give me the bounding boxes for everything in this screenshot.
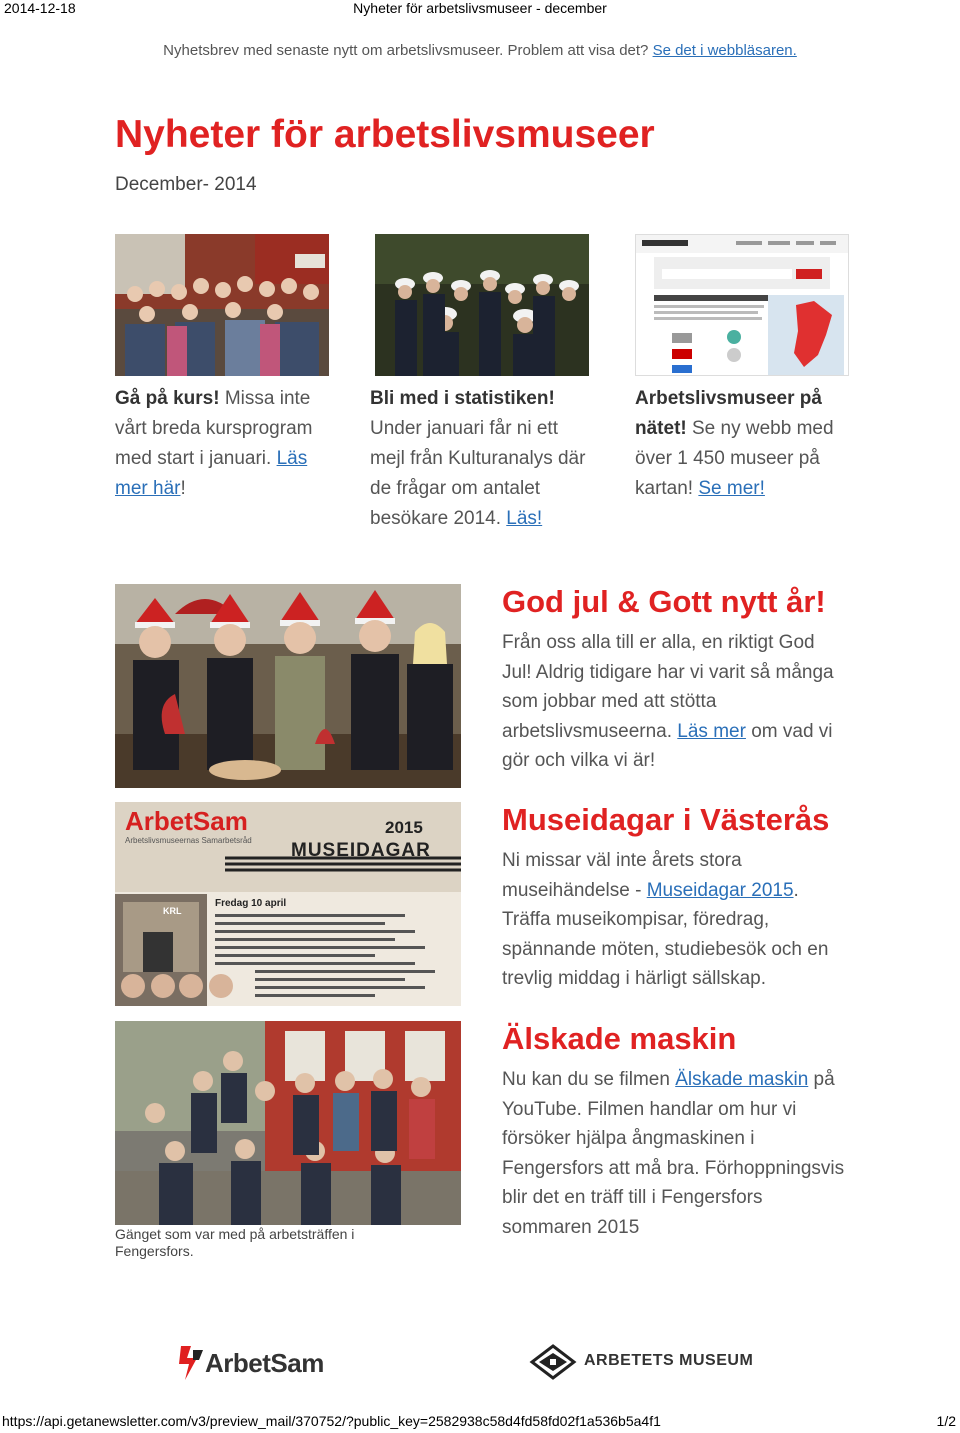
arbetsam-mark-icon bbox=[177, 1344, 205, 1382]
web-teaser bbox=[635, 384, 850, 504]
print-title: Nyheter för arbetslivsmuseer - december bbox=[353, 0, 607, 16]
statistics-read-link[interactable]: Läs! bbox=[506, 508, 543, 529]
alskade-maskin-body bbox=[502, 1065, 847, 1243]
web-teaser-text: Se ny webb med över 1 450 museer på kartan! bbox=[635, 418, 834, 499]
alskade-maskin-link[interactable]: Älskade maskin bbox=[675, 1069, 809, 1090]
christmas-body-suffix: om vad vi gör och vilka vi är! bbox=[502, 720, 833, 772]
course-teaser bbox=[115, 384, 335, 504]
newsletter-title: Nyheter för arbetslivsmuseer bbox=[115, 113, 655, 156]
newsletter-date: December- 2014 bbox=[115, 174, 257, 195]
poster-day: Fredag 10 april bbox=[215, 898, 287, 909]
arbetsam-logo[interactable] bbox=[177, 1342, 327, 1382]
museidagar-body-suffix: . Träffa museikompisar, föredrag, spännande möten, studiebesök och en trevlig middag i härligt sällskap. bbox=[502, 879, 829, 990]
arbetsam-logo-text: ArbetSam bbox=[205, 1348, 324, 1378]
statistics-teaser bbox=[370, 384, 595, 534]
course-read-more-link[interactable]: Läs mer här bbox=[115, 448, 308, 499]
statistics-visit-photo[interactable] bbox=[375, 234, 589, 376]
print-url: https://api.getanewsletter.com/v3/preview_mail/370752/?public_key=2582938c58d4fd58fd02f1a536b5a4f1 bbox=[2, 1413, 661, 1429]
course-teaser-text: Missa inte vårt breda kursprogram med start i januari. bbox=[115, 388, 313, 469]
poster-year: 2015 bbox=[385, 818, 423, 837]
poster-sign: KRL bbox=[163, 906, 182, 916]
preheader-text: Nyhetsbrev med senaste nytt om arbetslivsmuseer. Problem att visa det? bbox=[163, 42, 653, 59]
website-screenshot[interactable] bbox=[635, 234, 849, 376]
alskade-maskin-body-text: Nu kan du se filmen bbox=[502, 1069, 676, 1090]
christmas-read-more-link[interactable]: Läs mer bbox=[677, 720, 746, 742]
museidagar-body bbox=[502, 846, 847, 994]
poster-brand: ArbetSam bbox=[125, 806, 248, 836]
museidagar-poster[interactable] bbox=[115, 802, 461, 1006]
christmas-body bbox=[502, 628, 847, 776]
museidagar-2015-link[interactable]: Museidagar 2015 bbox=[646, 879, 794, 901]
course-teaser-suffix: ! bbox=[180, 478, 186, 499]
poster-title: MUSEIDAGAR bbox=[291, 840, 431, 861]
alskade-maskin-heading: Älskade maskin bbox=[502, 1021, 737, 1056]
fengersfors-group-photo[interactable] bbox=[115, 1021, 461, 1225]
statistics-teaser-heading: Bli med i statistiken! bbox=[370, 388, 555, 409]
view-in-browser-link[interactable]: Se det i webbläsaren. bbox=[652, 42, 797, 59]
web-teaser-heading: Arbetslivsmuseer på nätet! bbox=[635, 388, 822, 439]
christmas-heading: God jul & Gott nytt år! bbox=[502, 584, 826, 619]
christmas-team-photo[interactable] bbox=[115, 584, 461, 788]
course-teaser-heading: Gå på kurs! bbox=[115, 388, 220, 409]
photo-caption: Gänget som var med på arbetsträffen i Fengersfors. bbox=[115, 1226, 355, 1259]
arbetets-museum-mark-icon bbox=[528, 1344, 578, 1380]
museidagar-heading: Museidagar i Västerås bbox=[502, 802, 830, 837]
museidagar-body-text: Ni missar väl inte årets stora museihändelse - bbox=[502, 850, 742, 901]
alskade-maskin-body-suffix: på YouTube. Filmen handlar om hur vi försöker hjälpa ångmaskinen i Fengersfors att må bra. Förhoppningsvis blir det en träff till i Fengersfors sommaren 2015 bbox=[502, 1069, 845, 1238]
preheader bbox=[0, 42, 960, 59]
christmas-body-text: Från oss alla till er alla, en riktigt God Jul! Aldrig tidigare har vi varit så många som jobbar med att stötta arbetslivsmuseerna. bbox=[502, 632, 834, 742]
arbetets-museum-logo[interactable] bbox=[528, 1344, 758, 1380]
statistics-teaser-text: Under januari får ni ett mejl från Kulturanalys där de frågar om antalet besökare 2014. bbox=[370, 418, 586, 529]
print-page-number: 1/2 bbox=[936, 1413, 956, 1429]
arbetets-museum-logo-text: ARBETETS MUSEUM bbox=[584, 1352, 754, 1369]
poster-subtitle: Arbetslivsmuseernas Samarbetsråd bbox=[125, 836, 252, 845]
course-group-photo[interactable] bbox=[115, 234, 329, 376]
web-see-more-link[interactable]: Se mer! bbox=[698, 478, 765, 499]
print-date: 2014-12-18 bbox=[4, 0, 76, 16]
